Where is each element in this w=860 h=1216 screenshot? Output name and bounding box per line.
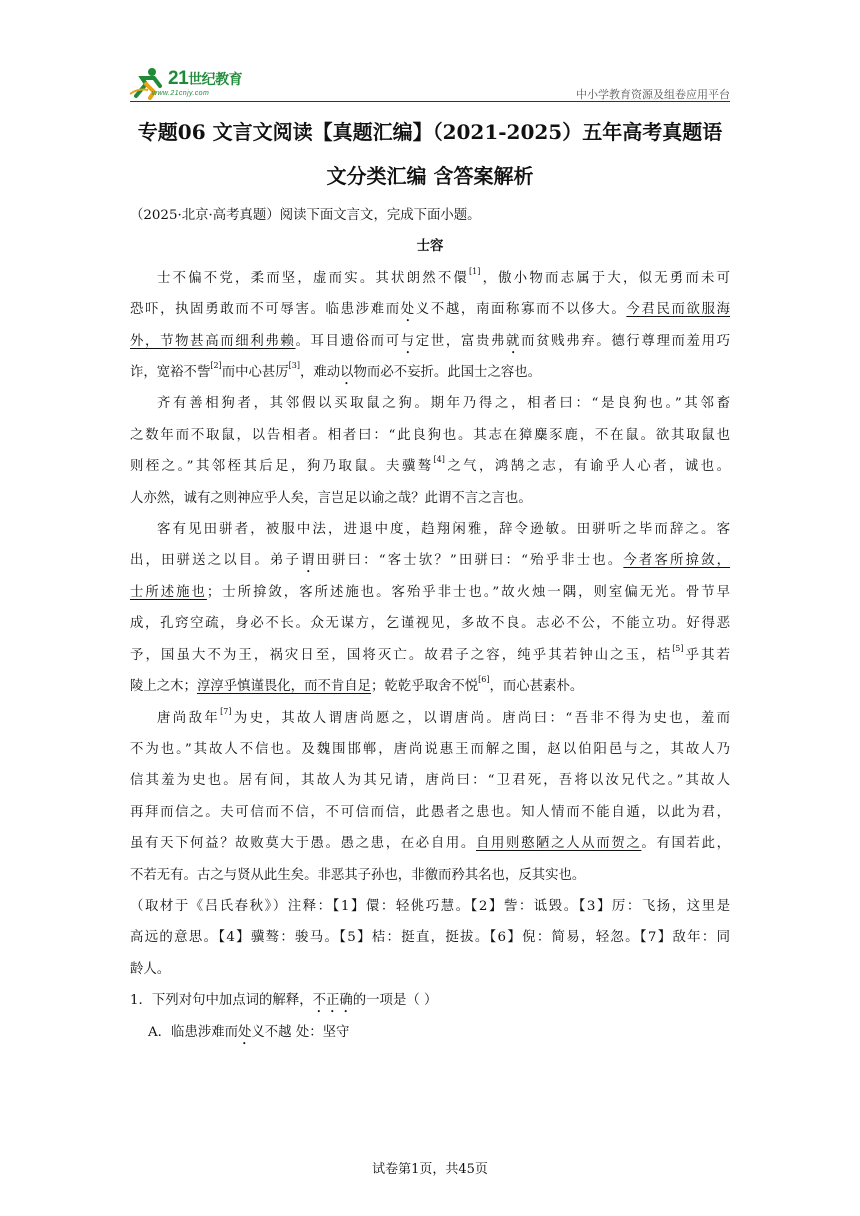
dotted-word: 处 (238, 1024, 252, 1040)
page-footer: 试卷第1页，共45页 (372, 1162, 488, 1177)
notes-line-2: 高远的意思。【4】骥骜：骏马。【5】桔：挺直，挺拔。【6】倪：简易，轻忽。【7】敌年：同 (130, 930, 730, 946)
header-divider (130, 101, 730, 102)
dotted-word: 处 (400, 302, 416, 318)
paragraph-3-line-2: 出，田骈送之以目。弟子谓田骈曰：“客士欤？”田骈曰：“殆乎非士也。今者客所揜敛， (130, 553, 731, 569)
paragraph-4-line-1: 唐尚敌年[7]为史，其故人谓唐尚愿之，以谓唐尚。唐尚曰：“吾非不得为史也，羞而 (157, 706, 731, 726)
question-1-option-a: A．临患涉难而处义不越 处：坚守 (148, 1024, 350, 1040)
note-ref: [2] (210, 361, 222, 371)
underlined-sentence: 今君民而欲服海 (626, 302, 731, 318)
paragraph-4-line-4: 再拜而信之。夫可信而不信，不可信而信，此愚者之患也。知人情而不能自遁，以此为君， (130, 804, 730, 820)
notes-line-1: （取材于《吕氏春秋》）注释：【1】儇：轻佻巧慧。【2】訾：诋毁。【3】厉：飞扬，这里是 (130, 898, 730, 914)
paragraph-4-line-6: 不若无有。古之与贤从此生矣。非恶其子孙也，非徼而矜其名也，反其实也。 (130, 867, 586, 883)
logo-text: 21世纪教育 (168, 68, 243, 89)
page-title-line1: 专题06 文言文阅读【真题汇编】（2021-2025）五年高考真题语 (137, 120, 723, 144)
paragraph-3-line-1: 客有见田骈者，被服中法，进退中度，趋翔闲雅，辞令逊敏。田骈听之毕而辞之。客 (157, 522, 730, 538)
note-ref: [7] (220, 706, 232, 716)
paragraph-3-line-3: 士所述施也；士所揜敛，客所述施也。客殆乎非士也。”故火烛一隅，则室偏无光。骨节早 (130, 584, 730, 600)
underlined-sentence: 士所述施也 (130, 584, 207, 600)
dotted-word: 就 (506, 333, 522, 349)
paragraph-1-line-1: 士不偏不党，柔而坚，虚而实。其状朗然不儇[1]，傲小物而志属于大，似无勇而未可 (157, 266, 730, 286)
paragraph-2-line-3: 则桎之。”其邻桎其后足，狗乃取鼠。夫骥骜[4]之气，鸿鹄之志，有谕乎人心者，诚也。 (130, 455, 730, 475)
logo (128, 66, 268, 100)
paragraph-2-line-2: 之数年而不取鼠，以告相者。相者曰：“此良狗也。其志在獐麋豕鹿，不在鼠。欲其取鼠也 (130, 427, 730, 443)
document-body (130, 200, 730, 1048)
notes-line-3: 龄人。 (130, 961, 171, 977)
underlined-sentence: 淳淳乎慎谨畏化，而不肯自足 (196, 679, 372, 695)
paragraph-2-line-4: 人亦然，诚有之则神应乎人矣，言岂足以谕之哉？此谓不言之言也。 (130, 490, 532, 506)
underlined-sentence: 自用则憨陋之人从而贺之 (475, 836, 642, 852)
intro-text: （2025·北京·高考真题）阅读下面文言文，完成下面小题。 (130, 208, 481, 223)
paragraph-3-line-5: 予，国虽大不为王，祸灾日至，国将灭亡。故君子之容，纯乎其若钟山之玉，桔[5]乎其若 (130, 643, 731, 663)
dotted-word: 以 (340, 365, 354, 381)
paragraph-1-line-2: 恐吓，执固勇敢而不可辱害。临患涉难而处义不越，南面称寡而不以侈大。今君民而欲服海 (130, 302, 731, 318)
page-title-line2: 文分类汇编 含答案解析 (326, 164, 534, 188)
underlined-sentence: 今者客所揜敛， (623, 553, 731, 569)
paragraph-4-line-3: 信其羞为史也。居有间，其故人为其兄请，唐尚曰：“卫君死，吾将以汝兄代之。”其故人 (130, 773, 730, 789)
paragraph-3-line-6: 陵上之木；淳淳乎慎谨畏化，而不肯自足；乾乾乎取舍不悦[6]，而心甚素朴。 (130, 675, 584, 695)
paragraph-1-line-3: 外，节物甚高而细利弗赖。耳目遗俗而可与定世，富贵弗就而贫贱弗弃。德行尊理而羞用巧 (130, 333, 731, 349)
platform-name: 中小学教育资源及组卷应用平台 (576, 88, 730, 101)
paragraph-1-line-4: 诈，宽裕不訾[2]而中心甚厉[3]，难动以物而必不妄折。此国士之容也。 (130, 361, 542, 381)
passage-title: 士容 (416, 238, 444, 255)
note-ref: [6] (478, 675, 490, 685)
question-1: 1．下列对句中加点词的解释，不正确的一项是（ ） (130, 993, 438, 1009)
paragraph-3-line-4: 成，孔窍空疏，身必不长。众无谋方，乞谨视见，多故不良。志必不公，不能立功。好得恶 (130, 616, 730, 632)
paragraph-4-line-2: 不为也。”其故人不信也。及魏围邯郸，唐尚说惠王而解之围，赵以伯阳邑与之，其故人乃 (130, 741, 730, 757)
note-ref: [4] (433, 455, 445, 465)
dotted-word: 与 (400, 333, 416, 349)
note-ref: [5] (672, 643, 684, 653)
underlined-sentence: 外，节物甚高而细利弗赖 (130, 333, 296, 349)
note-ref: [3] (288, 361, 300, 371)
dotted-word: 谓 (301, 553, 317, 569)
paragraph-2-line-1: 齐有善相狗者，其邻假以买取鼠之狗。期年乃得之，相者曰：“是良狗也。”其邻畜 (157, 396, 730, 412)
logo-url: www.21cnjy.com (152, 90, 210, 97)
note-ref: [1] (469, 266, 481, 276)
page-header (128, 66, 730, 102)
paragraph-4-line-5: 虽有天下何益？故败莫大于愚。愚之患，在必自用。自用则憨陋之人从而贺之。有国若此， (130, 836, 731, 852)
dotted-word: 不正确 (312, 993, 353, 1009)
